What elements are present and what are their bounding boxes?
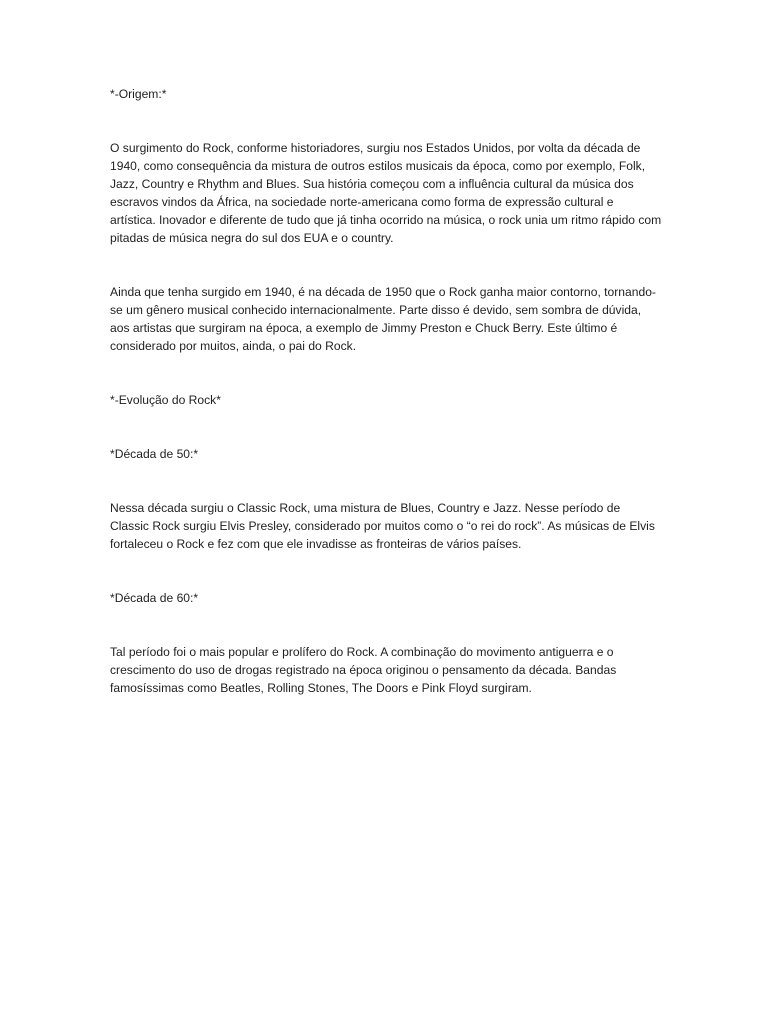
- paragraph-decada-60: Tal período foi o mais popular e prolífero do Rock. A combinação do movimento antiguerra e o crescimento do uso de drogas registrado na época originou o pensamento da década. Bandas famosíssimas como Beatles, Rolling Stones, The Doors e Pink Floyd surgiram.: [110, 645, 617, 695]
- paragraph-origem-2: Ainda que tenha surgido em 1940, é na década de 1950 que o Rock ganha maior contorno, tornando-se um gênero musical conhecido internacionalmente. Parte disso é devido, sem sombra de dúvida, aos artistas que surgiram na época, a exemplo de Jimmy Preston e Chuck Berry. Este último é considerado por muitos, ainda, o pai do Rock.: [110, 285, 656, 353]
- paragraph-origem-1: O surgimento do Rock, conforme historiadores, surgiu nos Estados Unidos, por volta da década de 1940, como consequência da mistura de outros estilos musicais da época, como por exemplo, Folk, Jazz, Country e Rhythm and Blues. Sua história começou com a influência cultural da música dos escravos vindos da África, na sociedade norte-americana como forma de expressão cultural e artística. Inovador e diferente de tudo que já tinha ocorrido na música, o rock unia um ritmo rápido com pitadas de música negra do sul dos EUA e o country.: [110, 141, 662, 245]
- heading-evolucao: *-Evolução do Rock*: [110, 393, 221, 407]
- document-body: [110, 85, 662, 697]
- paragraph-decada-50: Nessa década surgiu o Classic Rock, uma mistura de Blues, Country e Jazz. Nesse período de Classic Rock surgiu Elvis Presley, considerado por muitos como o “o rei do rock”. As músicas de Elvis fortaleceu o Rock e fez com que ele invadisse as fronteiras de vários países.: [110, 501, 655, 551]
- heading-decada-50: *Década de 50:*: [110, 447, 199, 461]
- heading-decada-60: *Década de 60:*: [110, 591, 199, 605]
- heading-origem: *-Origem:*: [110, 87, 167, 101]
